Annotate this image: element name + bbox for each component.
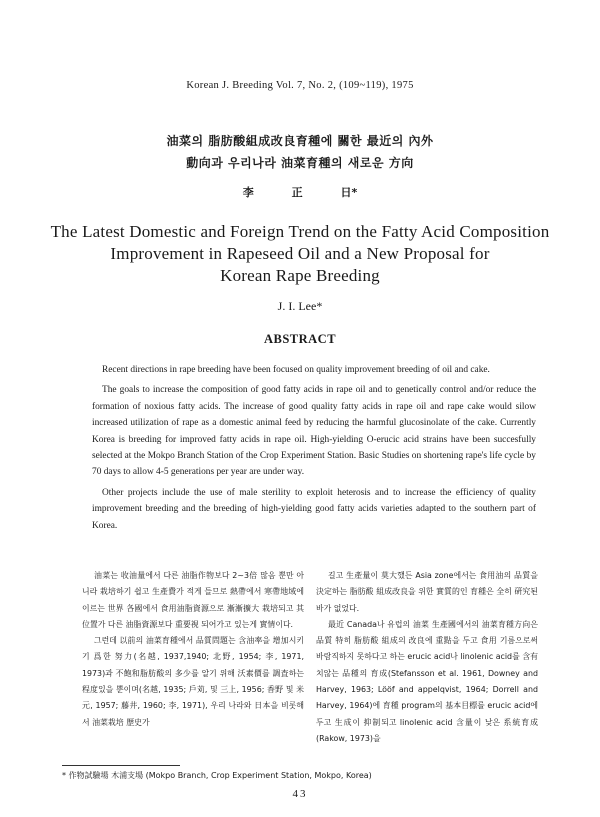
footnote-divider <box>62 765 180 766</box>
abstract-paragraph: Other projects include the use of male sterility to exploit heterosis and to increase the efficiency of quality improvement breeding and the breeding of high-yielding good fatty acids varieties adapted to the southern part of Korea. <box>92 487 536 531</box>
english-author: J. I. Lee* <box>277 299 323 313</box>
korean-title-line-2: 動向과 우리나라 油菜育種의 새로운 方向 <box>186 156 414 170</box>
body-paragraph: 最近 Canada나 유럽의 油菜 生產國에서의 油菜育種方向은 品質 特히 脂肪酸 組成의 改良에 重點을 두고 食用 기름으로써 바람직하지 못하다고 하는 erucic acid나 linolenic acid를 含有치않는 品種의 育成(Stefansson et al. 1961, Downey and Harvey, 1963; Lööf and appelqvist, 1964; Dorrell and Harvey, 1964)에 育種 program의 基本目標를 erucic acid에 두고 生成이 抑制되고 linolenic acid 含量이 낮은 系統育成(Rakow, 1973)을 <box>316 619 538 743</box>
body-paragraph: 그런데 以前의 油菜育種에서 品質問題는 含油率을 增加시키기 爲한 努力(名越, 1937,1940; 北野, 1954; 李, 1971, 1973)과 不飽和脂肪酸의 多少를 알기 위해 沃素價를 調査하는 程度있을 뿐이며(名越, 1935; 戶苅, 및 三上, 1956; 香野 및 米元, 1957; 藤井, 1960; 李, 1971), 우리 나라와 日本을 비롯해서 油菜栽培 歷史가 <box>82 636 304 727</box>
english-title-line-3: Korean Rape Breeding <box>220 266 380 285</box>
abstract-heading: ABSTRACT <box>263 332 337 346</box>
english-title-line-1: The Latest Domestic and Foreign Trend on the Fatty Acid Composition <box>50 222 550 241</box>
abstract-body <box>92 362 536 538</box>
page-number: 43 <box>292 788 308 800</box>
abstract-paragraph: The goals to increase the composition of good fatty acids in rape oil and to genetically control and/or reduce the formation of noxious fatty acids. The increase of good quality fatty acids in rape oil and rape cake would silow increased utilization of rape as a domestic animal feed by reducing the harmful glucosinolate of the cake. Currently Korea is breeding for improved fatty acids in rape oil. High-yielding O-erucic acid strains have been succesfully selected at the Mokpo Branch Station of the Crop Experiment Station. Basic Studies on shortening rape's life cycle by 70 days to allow 4-5 generations per year are under way. <box>92 385 536 478</box>
abstract-paragraph: Recent directions in rape breeding have been focused on quality improvement breeding of oil and cake. <box>102 365 490 375</box>
journal-citation: Korean J. Breeding Vol. 7, No. 2, (109~119), 1975 <box>186 80 414 91</box>
korean-title-line-1: 油菜의 脂肪酸組成改良育種에 關한 最近의 內外 <box>166 134 434 148</box>
footnote: * 作物試驗場 木浦支場 (Mokpo Branch, Crop Experiment Station, Mokpo, Korea) <box>62 771 372 780</box>
body-paragraph: 길고 生產量이 莫大했든 Asia zone에서는 食用油의 品質을 決定하는 脂肪酸 組成改良을 위한 實質的인 育種은 全히 硏究된 바가 없었다. <box>316 571 538 613</box>
english-title-line-2: Improvement in Rapeseed Oil and a New Proposal for <box>110 244 490 263</box>
body-paragraph: 油菜는 收油量에서 다른 油脂作物보다 2~3倍 많음 뿐만 아니라 栽培하기 쉽고 生產費가 적게 들므로 熱帶에서 寒帶地域에 이르는 世界 各國에서 食用油脂資源으로 漸漸擴大 栽培되고 其 位置가 다른 油脂資源보다 重要視 되어가고 있는게 實情이다. <box>82 571 304 629</box>
korean-author: 李 正 日* <box>242 186 358 199</box>
body-column-left <box>82 568 304 731</box>
body-column-right <box>316 568 538 747</box>
